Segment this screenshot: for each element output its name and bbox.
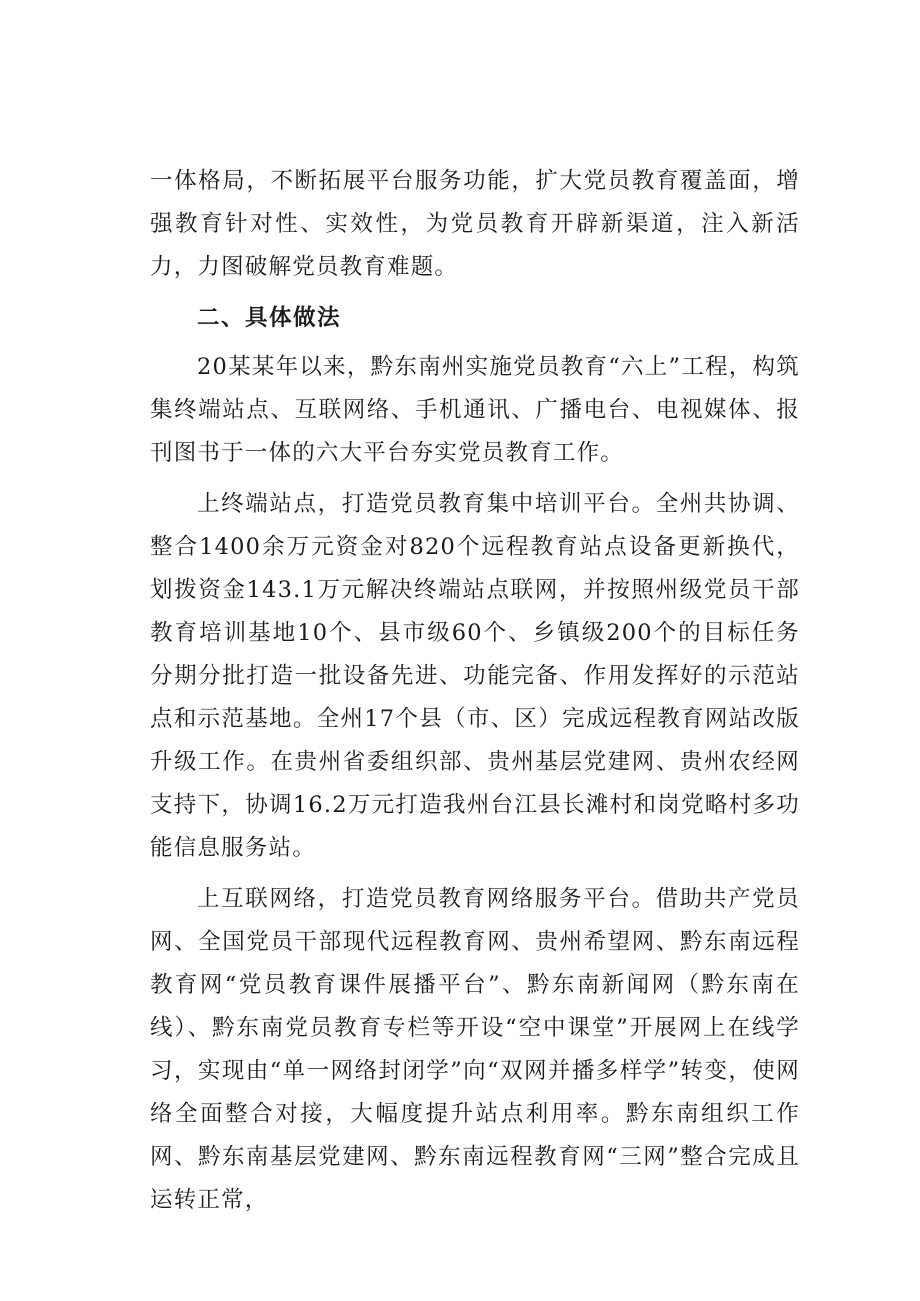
paragraph-terminal-stations: 上终端站点，打造党员教育集中培训平台。全州共协调、整合1400余万元资金对820个远程教育站点设备更新换代，划拨资金143.1万元解决终端站点联网，并按照州级党员干部教育培训基地10个、县市级60个、乡镇级200个的目标任务分期分批打造一批设备先进、功能完备、作用发挥好的示范站点和示范基地。全州17个县（市、区）完成远程教育网站改版升级工作。在贵州省委组织部、贵州基层党建网、贵州农经网支持下，协调16.2万元打造我州台江县长滩村和岗党略村多功能信息服务站。 (150, 491, 800, 861)
paragraph-overview: 20某某年以来，黔东南州实施党员教育“六上”工程，构筑集终端站点、互联网络、手机通讯、广播电台、电视媒体、报刊图书于一体的六大平台夯实党员教育工作。 (150, 354, 800, 466)
paragraph-internet-network: 上互联网络，打造党员教育网络服务平台。借助共产党员网、全国党员干部现代远程教育网、贵州希望网、黔东南远程教育网“党员教育课件展播平台”、黔东南新闻网（黔东南在线）、黔东南党员教育专栏等开设“空中课堂”开展网上在线学习，实现由“单一网络封闭学”向“双网并播多样学”转变，使网络全面整合对接，大幅度提升站点利用率。黔东南组织工作网、黔东南基层党建网、黔东南远程教育网“三网”整合完成且运转正常， (150, 886, 800, 1213)
section-heading: 二、具体做法 (197, 305, 342, 331)
document-page (150, 160, 800, 1230)
paragraph-intro-continuation: 一体格局，不断拓展平台服务功能，扩大党员教育覆盖面，增强教育针对性、实效性，为党员教育开辟新渠道，注入新活力，力图破解党员教育难题。 (150, 168, 800, 280)
